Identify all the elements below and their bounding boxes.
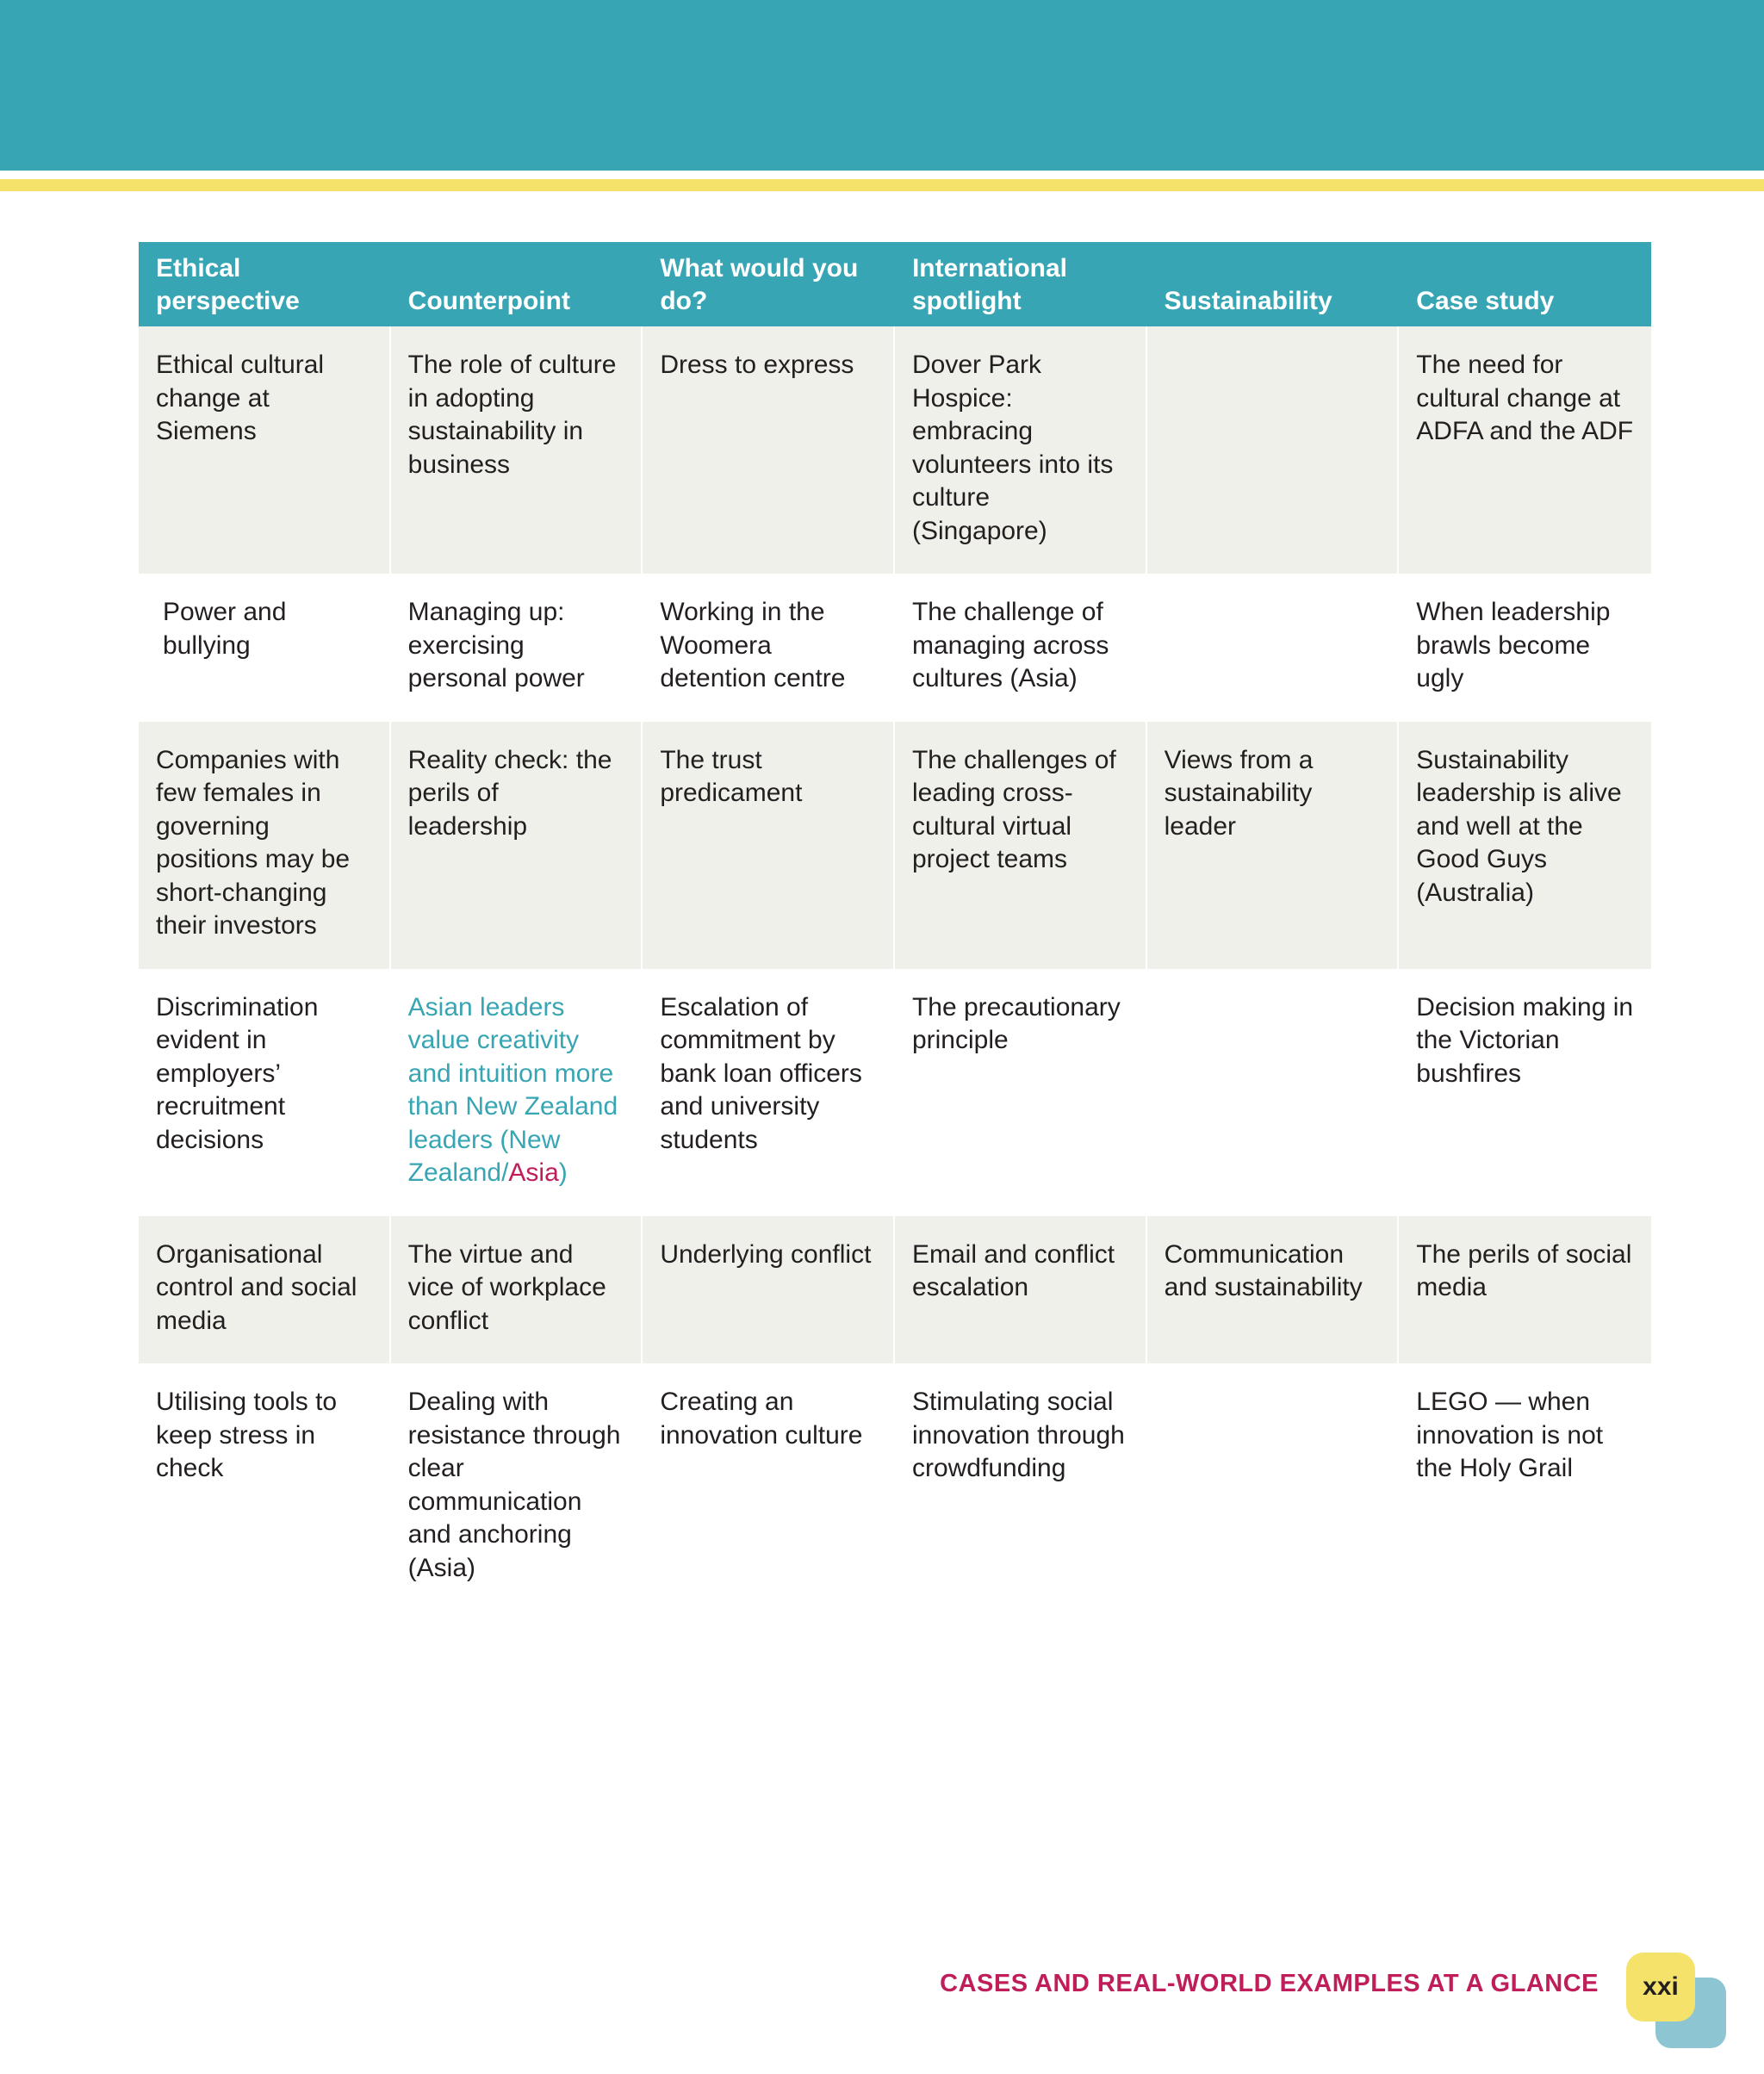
- cell-case-study: Sustainability leadership is alive and well at the Good Guys (Australia): [1399, 722, 1651, 969]
- cell-spotlight: The challenge of managing across cultures (Asia): [895, 574, 1147, 722]
- cell-spotlight: Dover Park Hospice: embracing volunteers into its culture (Singapore): [895, 326, 1147, 574]
- table-row: [139, 1216, 1651, 1364]
- cell-counterpoint-asia: Asia: [508, 1158, 559, 1187]
- page-number: xxi: [1643, 1972, 1679, 2001]
- cell-sustainability: [1147, 1363, 1400, 1611]
- cell-counterpoint: [391, 969, 643, 1216]
- cell-what-would-you-do: Underlying conflict: [643, 1216, 895, 1364]
- table-row: [139, 969, 1651, 1216]
- table-row: [139, 722, 1651, 969]
- cell-sustainability: [1147, 969, 1400, 1216]
- cell-case-study: Decision making in the Victorian bushfires: [1399, 969, 1651, 1216]
- header-sustainability: Sustainability: [1147, 242, 1400, 326]
- cell-ethical: Discrimination evident in employers’ recruitment decisions: [139, 969, 391, 1216]
- cell-ethical: Utilising tools to keep stress in check: [139, 1363, 391, 1611]
- header-what-would-you-do: What would you do?: [643, 242, 895, 326]
- cell-sustainability: [1147, 574, 1400, 722]
- cell-spotlight: Stimulating social innovation through crowdfunding: [895, 1363, 1147, 1611]
- cell-ethical: Ethical cultural change at Siemens: [139, 326, 391, 574]
- cell-ethical-text: Power and bullying: [163, 598, 287, 660]
- cell-what-would-you-do: Dress to express: [643, 326, 895, 574]
- cell-ethical: Companies with few females in governing positions may be short-changing their investors: [139, 722, 391, 969]
- cell-what-would-you-do: Creating an innovation culture: [643, 1363, 895, 1611]
- cell-counterpoint-main: Asian leaders value creativity and intuition more than New Zealand leaders (New Zealand/: [407, 992, 618, 1187]
- cell-ethical: Organisational control and social media: [139, 1216, 391, 1364]
- cell-sustainability: Communication and sustainability: [1147, 1216, 1400, 1364]
- page-number-badge: [1626, 1953, 1695, 2021]
- header-case-study: Case study: [1399, 242, 1651, 326]
- accent-stripe: [0, 179, 1764, 191]
- cell-ethical: [139, 574, 391, 722]
- table-header-row: [139, 242, 1651, 326]
- cell-counterpoint: Managing up: exercising personal power: [391, 574, 643, 722]
- cell-what-would-you-do: Escalation of commitment by bank loan officers and university students: [643, 969, 895, 1216]
- footer-running-title: CASES AND REAL-WORLD EXAMPLES AT A GLANCE: [940, 1970, 1599, 1997]
- cell-counterpoint: The role of culture in adopting sustainability in business: [391, 326, 643, 574]
- cell-case-study: The need for cultural change at ADFA and the ADF: [1399, 326, 1651, 574]
- cell-counterpoint: The virtue and vice of workplace conflict: [391, 1216, 643, 1364]
- cell-counterpoint-close: ): [558, 1158, 568, 1187]
- cell-counterpoint: Reality check: the perils of leadership: [391, 722, 643, 969]
- header-international-spotlight: International spotlight: [895, 242, 1147, 326]
- cell-case-study: LEGO — when innovation is not the Holy Grail: [1399, 1363, 1651, 1611]
- cell-sustainability: [1147, 326, 1400, 574]
- header-counterpoint: Counterpoint: [391, 242, 643, 326]
- table-row: [139, 574, 1651, 722]
- table-row: [139, 1363, 1651, 1611]
- cell-spotlight: Email and conflict escalation: [895, 1216, 1147, 1364]
- cell-sustainability: Views from a sustainability leader: [1147, 722, 1400, 969]
- cell-case-study: The perils of social media: [1399, 1216, 1651, 1364]
- header-band: [0, 0, 1764, 171]
- table-row: [139, 326, 1651, 574]
- cell-spotlight: The precautionary principle: [895, 969, 1147, 1216]
- cell-counterpoint: Dealing with resistance through clear communication and anchoring (Asia): [391, 1363, 643, 1611]
- cell-what-would-you-do: Working in the Woomera detention centre: [643, 574, 895, 722]
- header-ethical-perspective: Ethical perspective: [139, 242, 391, 326]
- cases-glance-table: [139, 242, 1651, 1611]
- cell-what-would-you-do: The trust predicament: [643, 722, 895, 969]
- cell-case-study: When leadership brawls become ugly: [1399, 574, 1651, 722]
- cell-spotlight: The challenges of leading cross-cultural virtual project teams: [895, 722, 1147, 969]
